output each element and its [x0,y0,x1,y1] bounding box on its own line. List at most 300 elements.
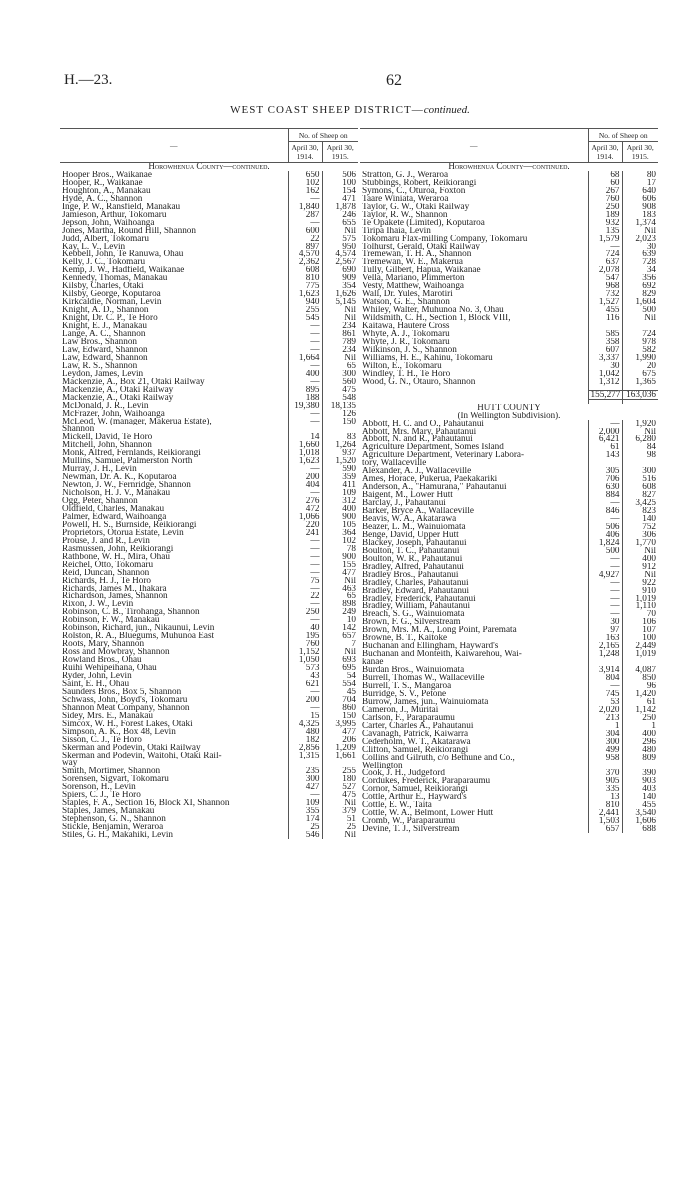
sheep-1914: 200 [288,696,322,704]
header-group: No. of Sheep on [288,129,358,142]
table-row [60,585,358,593]
owner-name: Proprietors, Otorua Estate, Levin [62,528,184,537]
sheep-1914: 250 [588,203,622,211]
sheep-1914: — [288,688,322,696]
sheep-1914: 804 [588,674,622,682]
owner-name: Mackenzie, A., Box 21, Otaki Railway [62,377,205,386]
owner-name: Shannon Meat Company, Shannon [62,703,190,712]
table-row [60,608,358,616]
table-row [360,555,658,563]
owner-name: Inge, P. W., Ransfield, Manakau [62,202,181,211]
sheep-1915: 126 [322,410,358,418]
right-table-body [360,163,658,834]
sheep-1914: 30 [588,618,622,626]
table-row [60,616,358,624]
sheep-1915: 1,604 [622,298,658,306]
sheep-1914: 143 [588,451,622,459]
sheep-1914: 2,165 [588,642,622,650]
sheep-1914: — [288,338,322,346]
owner-name: Bradley, Frederick, Pahautanui [362,594,476,603]
table-row [60,728,358,736]
sheep-1914: 775 [288,282,322,290]
sheep-1915: Nil [622,428,658,436]
sheep-1915: 463 [322,585,358,593]
sheep-1914: 1,503 [588,817,622,825]
sheep-1914: — [288,330,322,338]
section-heading [60,163,358,171]
sheep-1915: 455 [622,801,658,809]
table-row [360,370,658,378]
owner-name: Alexander, A. J., Wallaceville [362,467,472,476]
heading-text: (In Wellington Subdivision). [457,411,561,420]
table-row [60,775,358,783]
table-row [360,179,658,187]
sheep-1915: 1,606 [622,817,658,825]
table-row [60,298,358,306]
owner-name [360,390,588,399]
owner-name: Cornor, Samuel, Reikiorangi [362,785,468,794]
sheep-1915: 898 [322,600,358,608]
sheep-1914: 3,914 [588,666,622,674]
sheep-1915: 471 [322,195,358,203]
sheep-1915: 554 [322,680,358,688]
sheep-1915: 300 [322,370,358,378]
sheep-1914: — [288,362,322,370]
table-row [60,266,358,274]
owner-name: Mullins, Samuel, Palmerston North [62,457,193,466]
table-row [60,553,358,561]
owner-name: Newton, J. W., Fernridge, Shannon [62,481,191,490]
owner-name: Cromb, W., Paraparaumu [362,817,456,826]
sheep-1914: 195 [288,632,322,640]
sheep-1914: 182 [288,736,322,744]
sheep-1915: 400 [622,555,658,563]
owner-name: Rathbone, W. H., Mira, Ohau [62,552,170,561]
owner-name: Nicholson, H. J. V., Manakau [62,489,171,498]
sheep-1915: 142 [322,624,358,632]
table-row [360,499,658,507]
sheep-1914: — [288,616,322,624]
sheep-1915: 693 [322,656,358,664]
table-row [60,235,358,243]
owner-name: Breach, S. G., Wainuiomata [362,610,465,619]
owner-name: Law, Edward, Shannon [62,345,148,354]
owner-name: Saint, E. H., Ohau [62,679,130,688]
owner-name: Sidey, Mrs. E., Manakau [62,711,154,720]
table-row [360,706,658,714]
owner-name: Abbott, H. C. and O., Pahautanui [362,419,484,428]
county-heading [360,412,658,420]
sheep-1914: 607 [588,346,622,354]
table-row [60,783,358,791]
sheep-1915: 910 [622,587,658,595]
owner-name: Reid, Duncan, Shannon [62,568,150,577]
sheep-1914: 585 [588,330,622,338]
sheep-1915: 903 [622,777,658,785]
owner-name: Mitchell, John, Shannon [62,441,152,450]
sheep-1914: 358 [588,338,622,346]
sheep-1915: Nil [322,648,358,656]
table-row [360,666,658,674]
sheep-1914: 810 [588,801,622,809]
sheep-1914: 174 [288,815,322,823]
left-table-body [60,163,358,840]
owner-name: Baigent, M., Lower Hutt [362,491,453,500]
table-row [360,746,658,754]
table-row [360,338,658,346]
sheep-1915: 51 [322,815,358,823]
owner-name: Jones, Martha, Round Hill, Shannon [62,226,196,235]
sheep-1915: Nil [322,314,358,322]
sheep-1915: 560 [322,378,358,386]
heading-text: Horowhenua County—continued. [148,162,270,171]
sheep-1915: 84 [622,443,658,451]
sheep-1914: 1,623 [288,290,322,298]
owner-name: Schwass, John, Boyd's, Tokomaru [62,695,188,704]
owner-name: Bradley, Edward, Pahautanui [362,586,470,595]
table-row [360,785,658,793]
sheep-1914 [588,459,622,467]
owner-name: Whyte, J. R., Tokomaru [362,337,450,346]
owner-name: Cottle, E. W., Taita [362,801,432,810]
sheep-1914: 255 [288,306,322,314]
table-row [60,171,358,179]
owner-name: Cavanagh, Patrick, Kaiwarra [362,729,469,738]
owner-name: Murray, J. H., Levin [62,465,137,474]
sheep-1915: 105 [322,521,358,529]
sheep-1915: 655 [322,219,358,227]
sheep-1915: 255 [322,767,358,775]
sheep-1915: 155 [322,561,358,569]
table-row [360,595,658,603]
sheep-1915: 106 [622,618,658,626]
sheep-1914 [588,762,622,770]
sheep-1915: 527 [322,783,358,791]
owner-name: Monk, Alfred, Fernlands, Reikiorangi [62,449,201,458]
table-row [60,752,358,760]
table-row [360,282,658,290]
owner-name: Brown, F. G., Silverstream [362,618,461,627]
sheep-1914: 500 [588,547,622,555]
table-row [60,759,358,767]
table-row [60,489,358,497]
table-row [60,195,358,203]
table-row [360,754,658,762]
table-row [360,171,658,179]
table-row [360,250,658,258]
sheep-1914 [288,425,322,433]
sheep-1915: 411 [322,481,358,489]
sheep-1914: 545 [288,314,322,322]
sheep-1915: 950 [322,243,358,251]
sheep-1915: Nil [322,799,358,807]
owner-name: Barker, Bryce A., Wallaceville [362,507,474,515]
sheep-1915: 789 [322,338,358,346]
sheep-1914: 472 [288,505,322,513]
sheep-1914: 968 [588,282,622,290]
owner-name: Burdan Bros., Wainuiomata [362,666,465,675]
sheep-1915: 516 [622,475,658,483]
sheep-1915: 163,036 [622,390,658,399]
sheep-1915: 900 [322,553,358,561]
sheep-1915: 692 [622,282,658,290]
table-row [60,624,358,632]
sheep-1915: 2,023 [622,235,658,243]
table-row [360,523,658,531]
sheep-1914: 573 [288,664,322,672]
owner-name: Knight, A. D., Shannon [62,306,149,315]
sheep-1914: 109 [288,799,322,807]
sheep-1915: 3,540 [622,809,658,817]
table-row [360,610,658,618]
sheep-1914: — [588,499,622,507]
sheep-1914: 6,421 [588,435,622,443]
table-row [60,330,358,338]
owner-name: Te Opakete (Limited), Koputaroa [362,218,485,227]
sheep-1914: 2,078 [588,266,622,274]
sheep-1915: 403 [622,785,658,793]
table-row [360,634,658,642]
sheep-1914: 846 [588,507,622,515]
sheep-1915: 827 [622,491,658,499]
owner-name: Symons, C., Oturoa, Foxton [362,186,466,195]
sheep-1915: 1,142 [622,706,658,714]
sheep-1914: 1,623 [288,457,322,465]
owner-name: Richards, H. J., Te Horo [62,576,152,585]
sheep-1914: 895 [288,386,322,394]
owner-name: Taare Winiata, Weraroa [362,194,449,203]
sheep-1915: 65 [322,362,358,370]
sheep-1914: 60 [588,179,622,187]
sheep-1914: 932 [588,219,622,227]
sheep-1914: 745 [588,690,622,698]
sheep-1914: 506 [588,523,622,531]
owner-name: Law Bros., Shannon [62,337,138,346]
owner-name: Rixon, J. W., Levin [62,600,134,609]
table-row [60,211,358,219]
sheep-1915: 922 [622,579,658,587]
table-row [360,443,658,451]
table-row [360,243,658,251]
owner-name: Tiripa Ihaia, Levin [362,226,431,235]
sheep-1915: Nil [622,571,658,579]
table-row [60,378,358,386]
sheep-1914: — [588,515,622,523]
sheep-1914: 724 [588,250,622,258]
sheep-table-left [60,128,358,839]
table-row [60,505,358,513]
sheep-1914: 75 [288,577,322,585]
sheep-1915: 45 [322,688,358,696]
table-row [60,187,358,195]
sheep-1915: Nil [322,831,358,839]
owner-name: Cottle, W. A., Belmont, Lower Hutt [362,809,494,818]
owner-name: Houghton, A., Manakau [62,186,151,195]
owner-name: Kilsby, George, Koputaroa [62,290,161,299]
sheep-1915 [322,425,358,433]
sheep-1914: 1,050 [288,656,322,664]
sheep-1915: 3,425 [622,499,658,507]
sheep-1915: 1,019 [622,650,658,658]
title-continued: continued. [423,104,470,116]
table-row [360,769,658,777]
sheep-1914: 19,380 [288,402,322,410]
sheep-1915: 978 [622,338,658,346]
owner-name: Skerman and Podevin, Waitohi, Otaki Rail- [62,751,222,760]
table-row [60,648,358,656]
table-row [360,738,658,746]
table-row [60,250,358,258]
heading-text: HUTT COUNTY [477,403,541,412]
owner-name: Knight, Dr. C. P., Te Horo [62,314,158,323]
sheep-1914: 287 [288,211,322,219]
sheep-1914: 25 [288,823,322,831]
sheep-1914: 657 [588,825,622,833]
table-row [360,618,658,626]
owner-name: Spiers, C. J., Te Horo [62,791,141,800]
sheep-1914: 43 [288,672,322,680]
sheep-1914: — [588,682,622,690]
page-header [64,72,660,92]
owner-name: Bradley, Charles, Pahautanui [362,578,469,587]
table-row [360,362,658,370]
table-row [360,187,658,195]
sheep-1915: 752 [622,523,658,531]
table-row [60,831,358,839]
sheep-table-right [360,128,658,833]
sheep-1914: 22 [288,592,322,600]
sheep-1915: 364 [322,529,358,537]
sheep-1915: 30 [622,243,658,251]
table-row [360,579,658,587]
table-row [60,664,358,672]
table-row [60,672,358,680]
sheep-1915 [622,459,658,467]
table-row [360,306,658,314]
total-row [360,390,658,399]
owner-name: Abbott, N. and R., Pahautanui [362,435,473,444]
table-row [60,744,358,752]
sheep-1915: 102 [322,537,358,545]
sheep-1914: — [588,610,622,618]
table-row [60,354,358,362]
owner-name: Oldfield, Charles, Manakau [62,504,165,513]
table-row [60,473,358,481]
sheep-1914: — [288,553,322,561]
owner-name: Jamieson, Arthur, Tokomaru [62,210,167,219]
owner-name: Burrell, T. S., Mangaroa [362,682,452,690]
sheep-1915: 17 [622,179,658,187]
owner-name: Rowland Bros., Ohau [62,656,142,665]
sheep-1915: 4,087 [622,666,658,674]
owner-name: Saunders Bros., Box 5, Shannon [62,687,182,696]
owner-name: Vella, Mariano, Plimmerton [362,274,465,283]
header-name-dash: — [360,129,588,163]
owner-name: Blackey, Joseph, Pahautanui [362,538,467,547]
table-row [60,815,358,823]
owner-name: Vesty, Matthew, Waihoanga [362,282,464,291]
owner-name: Bradley, Alfred, Pahautanui [362,562,464,571]
sheep-1915: 1,110 [622,602,658,610]
sheep-1914: — [588,579,622,587]
sheep-1914: 630 [588,483,622,491]
owner-name: Wilkinson, J. S., Shannon [362,345,457,354]
table-row [60,258,358,266]
owner-name: Wall, Dr. Yules, Marotiri [362,290,453,299]
owner-name: Mackenzie, A., Otaki Railway [62,393,174,402]
sheep-1914: 40 [288,624,322,632]
sheep-1915: 475 [322,386,358,394]
sheep-1914: 2,441 [588,809,622,817]
owner-name: Bradley Bros., Pahautanui [362,570,459,579]
table-row [360,211,658,219]
owner-name: Staples, James, Manakau [62,807,155,816]
sheep-1914: 30 [588,362,622,370]
table-row [60,545,358,553]
table-row [60,688,358,696]
table-row [60,394,358,402]
table-row [360,322,658,330]
sheep-1915: 1,520 [322,457,358,465]
sheep-1915: 65 [322,592,358,600]
owner-name: Kirkcaldie, Norman, Levin [62,298,162,307]
table-row [360,563,658,571]
table-row [360,658,658,666]
sheep-1915: Nil [322,306,358,314]
sheep-1915: 1,420 [622,690,658,698]
sheep-1915: 180 [322,775,358,783]
sheep-1915: 18,135 [322,402,358,410]
sheep-1914: 22 [288,235,322,243]
table-row [60,410,358,418]
owner-name: Williams, H. E., Kahinu, Tokomaru [362,353,493,362]
header-1914: April 30, 1914. [588,142,622,163]
owner-name: Wilton, E., Tokomaru [362,361,442,370]
owner-name: Agriculture Department, Somes Island [362,443,504,452]
sheep-1914: 1,527 [588,298,622,306]
sheep-1915: 640 [622,187,658,195]
sheep-1914: 2,362 [288,258,322,266]
sheep-1914: — [288,545,322,553]
sheep-1915: 183 [622,211,658,219]
owner-name: Hyde, A. C., Shannon [62,194,143,203]
table-row [360,435,658,443]
sheep-1914: 267 [588,187,622,195]
sheep-1914: 53 [588,698,622,706]
sheep-1914: — [288,410,322,418]
sheep-1914: 427 [288,783,322,791]
sheep-1914: 760 [588,195,622,203]
owner-name: Kelly, J. C., Tokomaru [62,258,146,267]
owner-name: Tully, Gilbert, Hapua, Waikanae [362,266,481,275]
sheep-1915: 606 [622,195,658,203]
owner-name: Boulton, W. R., Pahautanui [362,554,463,563]
table-row [60,569,358,577]
sheep-1915: 912 [622,563,658,571]
sheep-1914: 732 [588,290,622,298]
table-row [60,632,358,640]
table-row [360,378,658,386]
table-row [60,791,358,799]
owner-name: Tolhurst, Gerald, Otaki Railway [362,242,481,251]
sheep-1914: 1,066 [288,513,322,521]
owner-name: Cook, J. H., Judgeford [362,769,445,778]
sheep-1915: 1,990 [622,354,658,362]
sheep-1914: 200 [288,473,322,481]
sheep-1914: — [588,420,622,428]
owner-name: Palmer, Edward, Waihoanga [62,512,167,521]
table-row [360,195,658,203]
